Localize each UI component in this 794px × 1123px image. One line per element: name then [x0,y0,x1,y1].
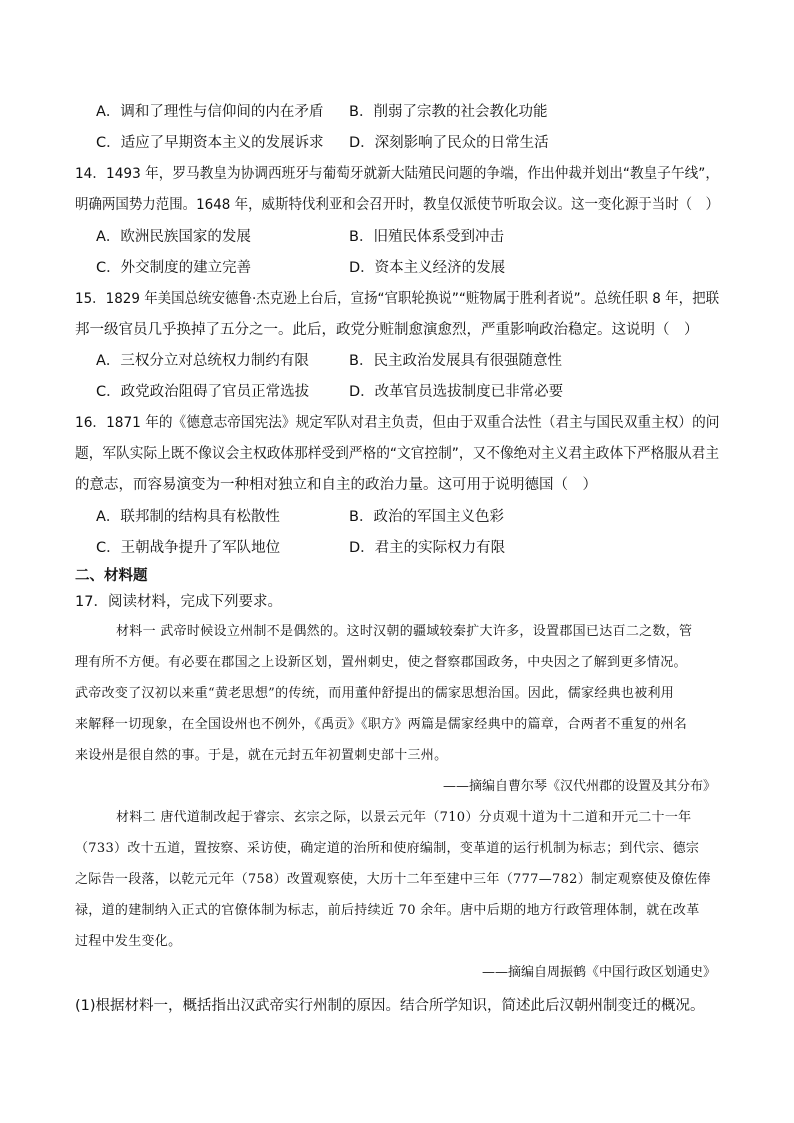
q15-stem-line-1: 15．1829 年美国总统安德鲁·杰克逊上台后，宣扬“官职轮换说”“赃物属于胜利者说”。总统任职 8 年，把联 [75,291,720,307]
q16-option-c[interactable]: C．王朝战争提升了军队地位 [96,540,281,556]
material-1-source: ——摘编自曹尔琴《汉代州郡的设置及其分布》 [442,779,716,794]
material-2-line-2: （733）改十五道，置按察、采访使，确定道的治所和使府编制，变革道的运行机制为标志；到代宗、德宗 [75,841,700,856]
material-2-line-1: 材料二 唐代道制改起于睿宗、玄宗之际，以景云元年（710）分贞观十道为十二道和开元二十一年 [116,810,692,825]
q13-option-b[interactable]: B．削弱了宗教的社会教化功能 [349,104,548,120]
material-2-line-5: 过程中发生变化。 [75,934,182,949]
q13-option-c[interactable]: C．适应了早期资本主义的发展诉求 [96,135,324,151]
material-2-source: ——摘编自周振鹤《中国行政区划通史》 [481,965,716,980]
material-2-line-4: 禄，道的建制纳入正式的官僚体制为标志，前后持续近 70 余年。唐中后期的地方行政管理体制，就在改革 [75,903,700,918]
q14-option-d[interactable]: D．资本主义经济的发展 [349,260,506,276]
q16-stem-line-2: 题，军队实际上既不像议会主权政体那样受到严格的“文官控制”，又不像绝对主义君主政体下严格服从君主 [75,446,720,462]
q15-option-a[interactable]: A．三权分立对总统权力制约有限 [96,353,309,369]
q15-option-b[interactable]: B．民主政治发展具有很强随意性 [349,353,562,369]
q15-option-d[interactable]: D．改革官员选拔制度已非常必要 [349,384,564,400]
q16-option-a[interactable]: A．联邦制的结构具有松散性 [96,509,280,525]
material-1-line-1: 材料一 武帝时候设立州制不是偶然的。这时汉朝的疆域较秦扩大许多，设置郡国已达百二之数，管 [116,624,693,639]
q13-option-d[interactable]: D．深刻影响了民众的日常生活 [349,135,549,151]
q14-option-c[interactable]: C．外交制度的建立完善 [96,260,252,276]
q13-option-a[interactable]: A．调和了理性与信仰间的内在矛盾 [96,104,324,120]
q16-stem-line-1: 16．1871 年的《德意志帝国宪法》规定军队对君主负责，但由于双重合法性（君主与国民双重主权）的问 [75,415,720,431]
q14-option-b[interactable]: B．旧殖民体系受到冲击 [349,229,504,245]
q15-option-c[interactable]: C．政党政治阻碍了官员正常选拔 [96,384,310,400]
q16-stem-line-3: 的意志，而容易演变为一种相对独立和自主的政治力量。这可用于说明德国（ ） [75,477,597,493]
material-1-line-3: 武帝改变了汉初以来重“黄老思想”的传统，而用董仲舒提出的儒家思想治国。因此，儒家经典也被利用 [75,686,675,701]
material-1-line-5: 来设州是很自然的事。于是，就在元封五年初置刺史部十三州。 [75,748,448,763]
q17-subquestion-1: (1)根据材料一，概括指出汉武帝实行州制的原因。结合所学知识，简述此后汉朝州制变迁的概况。 [75,998,705,1014]
q15-stem-line-2: 邦一级官员几乎换掉了五分之一。此后，政党分赃制愈演愈烈，严重影响政治稳定。这说明（ ） [75,322,699,338]
q16-option-b[interactable]: B．政治的军国主义色彩 [349,509,504,525]
q16-option-d[interactable]: D．君主的实际权力有限 [349,540,506,556]
q14-option-a[interactable]: A．欧洲民族国家的发展 [96,229,251,245]
section-title: 二、材料题 [75,568,148,584]
q14-stem-line-1: 14．1493 年，罗马教皇为协调西班牙与葡萄牙就新大陆殖民问题的争端，作出仲裁并划出“教皇子午线”， [75,166,719,182]
q17-stem: 17．阅读材料，完成下列要求。 [75,594,282,610]
material-2-line-3: 之际告一段落，以乾元元年（758）改置观察使，大历十二年至建中三年（777—782）制定观察使及僚佐俸 [75,872,711,887]
material-1-line-4: 来解释一切现象，在全国设州也不例外，《禹贡》《职方》两篇是儒家经典中的篇章，合两者不重复的州名 [75,717,688,732]
q14-stem-line-2: 明确两国势力范围。1648 年，威斯特伐利亚和会召开时，教皇仅派使节听取会议。这一变化源于当时（ ） [75,197,720,213]
material-1-line-2: 理有所不方便。有必要在郡国之上设新区划，置州刺史，使之督察郡国政务，中央因之了解到更多情况。 [75,655,687,670]
